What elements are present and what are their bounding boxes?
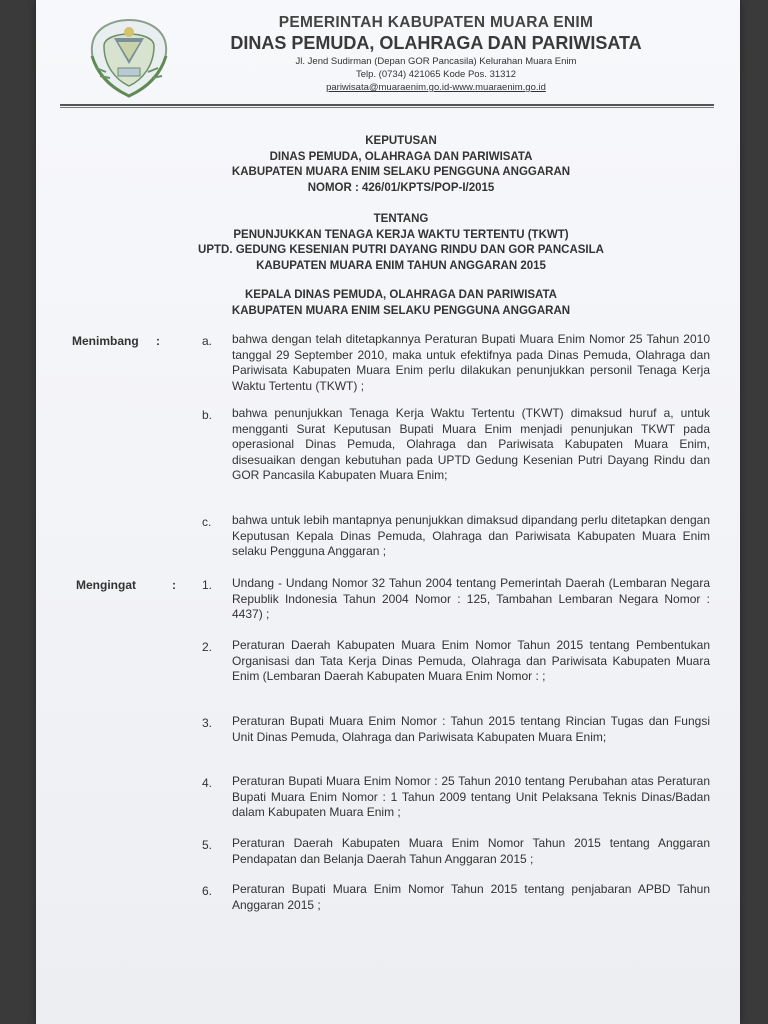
letterhead-contact: pariwisata@muaraenim.go.id-www.muaraenim.go.id [326,82,546,93]
menimbang-item-marker: a. [202,334,213,348]
letterhead [186,14,686,93]
mengingat-item-text: Peraturan Daerah Kabupaten Muara Enim Nomor Tahun 2015 tentang Anggaran Pendapatan dan Belanja Daerah Tahun Anggaran 2015 ; [232,836,710,866]
mengingat-label: Mengingat [76,578,136,592]
decree-subject-line: TENTANG [373,213,429,225]
mengingat-colon: : [172,578,176,592]
decree-official-line: KABUPATEN MUARA ENIM SELAKU PENGGUNA ANGGARAN [231,304,571,317]
mengingat-item-text: Peraturan Bupati Muara Enim Nomor : 25 Tahun 2010 tentang Perubahan atas Peraturan Bupati Muara Enim Nomor : 1 Tahun 2009 tentang Unit Pelaksana Teknis Dinas/Badan dalam Kabupaten Muara Enim ; [232,774,710,819]
menimbang-item-text: bahwa untuk lebih mantapnya penunjukkan dimaksud dipandang perlu ditetapkan dengan Keputusan Kepala Dinas Pemuda, Olahraga dan Pariwisata Kabupaten Muara Enim selaku Pengguna Anggaran ; [232,513,710,558]
mengingat-item-marker: 2. [202,640,213,654]
mengingat-item-marker: 3. [202,716,213,730]
menimbang-item-text: bahwa penunjukkan Tenaga Kerja Waktu Tertentu (TKWT) dimaksud huruf a, untuk mengganti Surat Keputusan Bupati Muara Enim menjadi penunjukan TKWT pada operasional Dinas Pemuda, Olahraga dan Pariwisata Kabupaten Muara Enim, disesuaikan dengan kebutuhan pada UPTD Gedung Kesenian Putri Dayang Rindu dan GOR Pancasila Kabupaten Muara Enim; [232,406,710,482]
decree-official [136,288,666,319]
decree-title [136,134,666,196]
decree-subject-line: UPTD. GEDUNG KESENIAN PUTRI DAYANG RINDU DAN GOR PANCASILA [198,244,604,256]
decree-title-line: KEPUTUSAN [365,135,437,147]
decree-official-line: KEPALA DINAS PEMUDA, OLAHRAGA DAN PARIWISATA [245,289,557,301]
document-page [36,0,740,1024]
decree-title-line: DINAS PEMUDA, OLAHRAGA DAN PARIWISATA [269,150,533,163]
letterhead-phone: Telp. (0734) 421065 Kode Pos. 31312 [355,69,517,80]
decree-number: NOMOR : 426/01/KPTS/POP-I/2015 [307,181,495,194]
letterhead-divider [60,104,714,108]
mengingat-item-text: Undang - Undang Nomor 32 Tahun 2004 tentang Pemerintah Daerah (Lembaran Negara Republik Indonesia Tahun 2004 Nomor : 125, Tambahan Lembaran Negara Nomor : 4437) ; [232,576,710,621]
mengingat-item-marker: 6. [202,884,213,898]
mengingat-item-marker: 5. [202,838,213,852]
mengingat-item-text: Peraturan Daerah Kabupaten Muara Enim Nomor Tahun 2015 tentang Pembentukan Organisasi dan Tata Kerja Dinas Pemuda, Olahraga dan Pariwisata Kabupaten Muara Enim (Lembaran Daerah Kabupaten Muara Enim Nomor : ; [232,638,710,683]
menimbang-label: Menimbang [72,334,139,348]
decree-subject-line: PENUNJUKKAN TENAGA KERJA WAKTU TERTENTU (TKWT) [233,228,569,241]
mengingat-item-marker: 1. [202,578,213,592]
letterhead-agency: DINAS PEMUDA, OLAHRAGA DAN PARIWISATA [230,33,642,53]
letterhead-government: PEMERINTAH KABUPATEN MUARA ENIM [278,14,594,31]
decree-subject-line: KABUPATEN MUARA ENIM TAHUN ANGGARAN 2015 [256,259,546,272]
letterhead-address: Jl. Jend Sudirman (Depan GOR Pancasila) Kelurahan Muara Enim [295,56,577,67]
menimbang-item-text: bahwa dengan telah ditetapkannya Peraturan Bupati Muara Enim Nomor 25 Tahun 2010 tanggal 29 September 2010, maka untuk efektifnya pada Dinas Pemuda, Olahraga dan Pariwisata Kabupaten Muara Enim perlu dilakukan penunjukkan personil Tenaga Kerja Waktu Tertentu (TKWT) ; [232,332,710,393]
menimbang-item-marker: c. [202,515,212,529]
menimbang-item-marker: b. [202,408,213,422]
decree-subject [136,212,666,274]
menimbang-colon: : [156,334,160,348]
mengingat-item-text: Peraturan Bupati Muara Enim Nomor Tahun 2015 tentang penjabaran APBD Tahun Anggaran 2015 ; [232,882,710,912]
decree-title-line: KABUPATEN MUARA ENIM SELAKU PENGGUNA ANGGARAN [231,166,571,178]
mengingat-item-text: Peraturan Bupati Muara Enim Nomor : Tahun 2015 tentang Rincian Tugas dan Fungsi Unit Dinas Pemuda, Olahraga dan Pariwisata Kabupaten Muara Enim; [232,714,710,744]
regency-emblem-icon [84,16,174,100]
mengingat-item-marker: 4. [202,776,213,790]
